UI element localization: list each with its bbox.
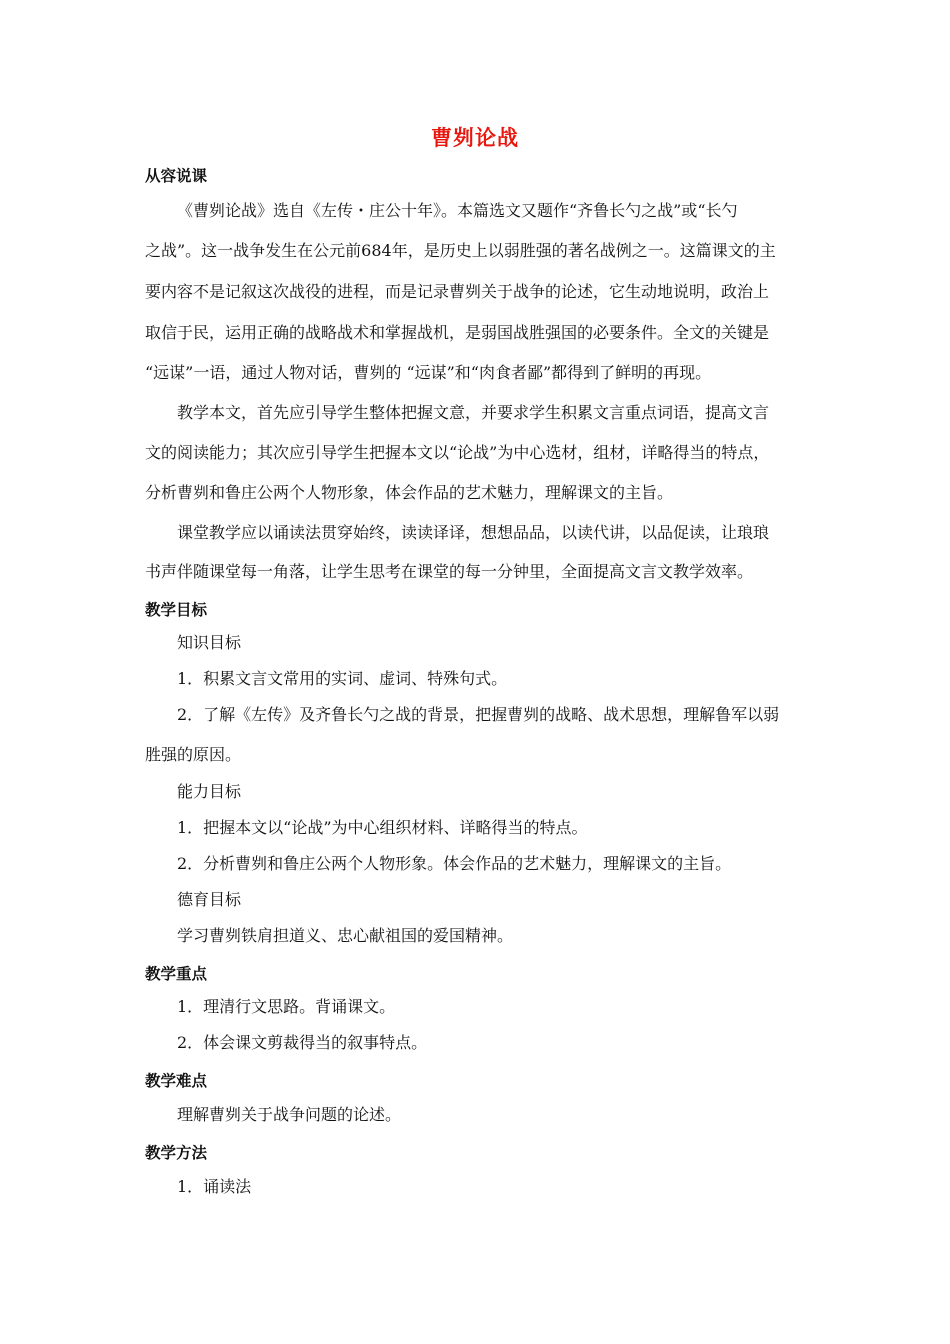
moral-goal-label: 德育目标 <box>177 890 242 909</box>
intro-line-6: 教学本文，首先应引导学生整体把握文意，并要求学生积累文言重点词语，提高文言 <box>177 403 770 422</box>
section-heading-key-points: 教学重点 <box>145 965 208 983</box>
knowledge-goal-label: 知识目标 <box>177 633 242 652</box>
knowledge-goal-1: 1．积累文言文常用的实词、虚词、特殊句式。 <box>177 669 508 688</box>
method-1: 1．诵读法 <box>177 1177 252 1196</box>
ability-goal-label: 能力目标 <box>177 782 242 801</box>
section-heading-intro: 从容说课 <box>145 167 208 185</box>
key-point-2: 2．体会课文剪裁得当的叙事特点。 <box>177 1033 428 1052</box>
difficult-point-1: 理解曹刿关于战争问题的论述。 <box>177 1105 402 1124</box>
intro-line-10: 书声伴随课堂每一角落，让学生思考在课堂的每一分钟里，全面提高文言文教学效率。 <box>145 562 754 581</box>
intro-line-9: 课堂教学应以诵读法贯穿始终，读读译译，想想品品，以读代讲，以品促读，让琅琅 <box>177 523 770 542</box>
intro-line-3: 要内容不是记叙这次战役的进程，而是记录曹刿关于战争的论述，它生动地说明，政治上 <box>145 282 770 301</box>
section-heading-goals: 教学目标 <box>145 601 208 619</box>
document-title: 曹刿论战 <box>431 126 519 150</box>
section-heading-difficult-points: 教学难点 <box>145 1072 208 1090</box>
key-point-1: 1．理清行文思路。背诵课文。 <box>177 997 396 1016</box>
ability-goal-1: 1．把握本文以“论战”为中心组织材料、详略得当的特点。 <box>177 818 588 837</box>
ability-goal-2: 2．分析曹刿和鲁庄公两个人物形象。体会作品的艺术魅力，理解课文的主旨。 <box>177 854 732 873</box>
moral-goal-1: 学习曹刿铁肩担道义、忠心献祖国的爱国精神。 <box>177 926 514 945</box>
intro-line-2: 之战”。这一战争发生在公元前684年，是历史上以弱胜强的著名战例之一。这篇课文的主 <box>145 241 776 260</box>
intro-line-1: 《曹刿论战》选自《左传・庄公十年》。本篇选文又题作“齐鲁长勺之战”或“长勺 <box>177 201 738 220</box>
intro-line-8: 分析曹刿和鲁庄公两个人物形象，体会作品的艺术魅力，理解课文的主旨。 <box>145 483 674 502</box>
intro-line-4: 取信于民，运用正确的战略战术和掌握战机，是弱国战胜强国的必要条件。全文的关键是 <box>145 323 770 342</box>
knowledge-goal-2b: 胜强的原因。 <box>145 745 242 764</box>
section-heading-methods: 教学方法 <box>145 1144 208 1162</box>
intro-line-7: 文的阅读能力；其次应引导学生把握本文以“论战”为中心选材，组材，详略得当的特点， <box>145 443 770 462</box>
knowledge-goal-2a: 2．了解《左传》及齐鲁长勺之战的背景，把握曹刿的战略、战术思想，理解鲁军以弱 <box>177 705 780 724</box>
intro-line-5: “远谋”一语，通过人物对话，曹刿的 “远谋”和“肉食者鄙”都得到了鲜明的再现。 <box>145 363 712 382</box>
